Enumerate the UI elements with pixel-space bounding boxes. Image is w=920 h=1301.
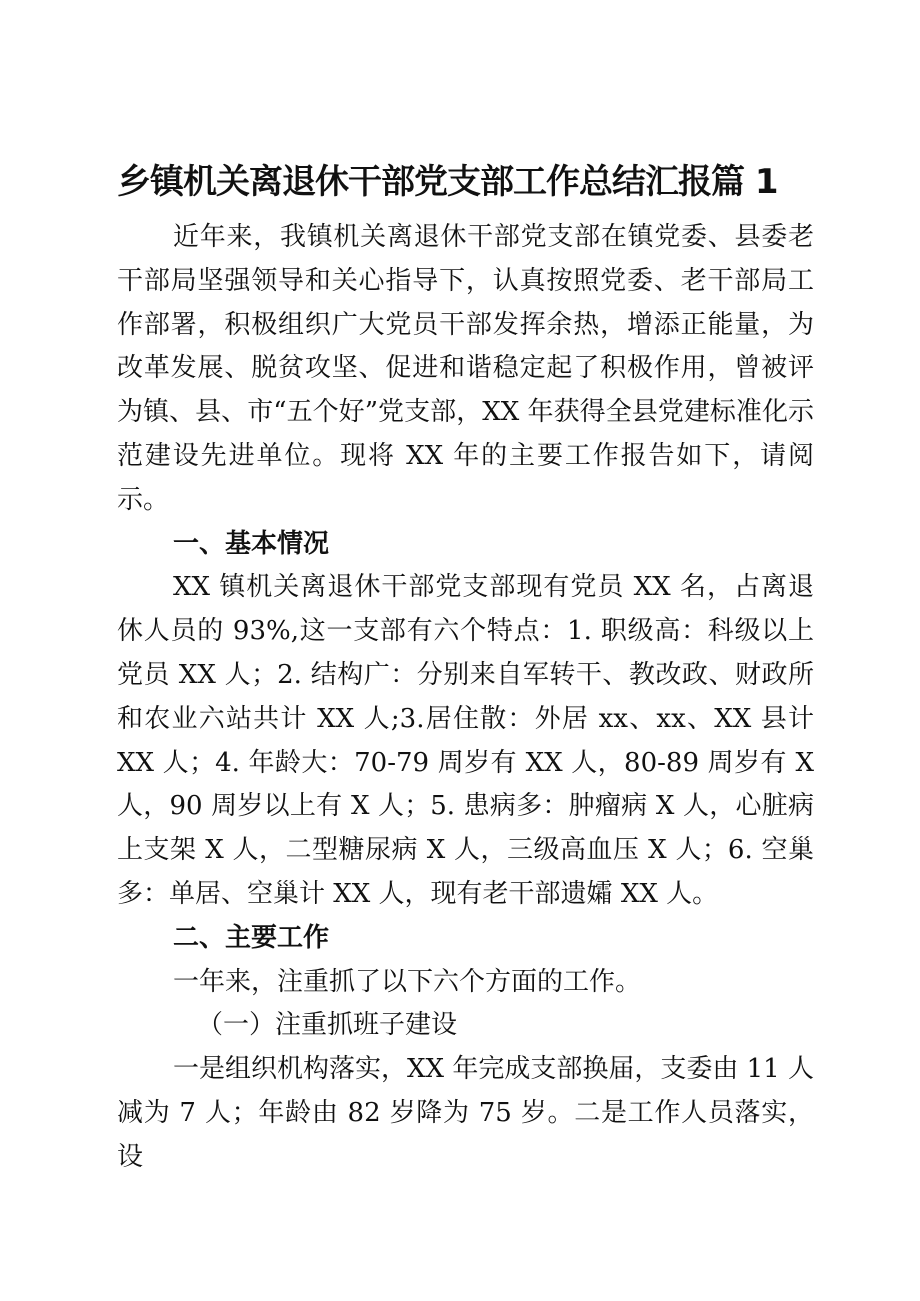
intro-paragraph: 近年来，我镇机关离退休干部党支部在镇党委、县委老干部局坚强领导和关心指导下，认真按照党委、老干部局工作部署，积极组织广大党员干部发挥余热，增添正能量，为改革发展、脱贫攻坚、促进和谐稳定起了积极作用，曾被评为镇、县、市“五个好”党支部，XX 年获得全县党建标准化示范建设先进单位。现将 XX 年的主要工作报告如下，请阅示。 [117,222,814,515]
basic-situation-paragraph: XX 镇机关离退休干部党支部现有党员 XX 名，占离退休人员的 93%,这一支部有六个特点：1. 职级高：科级以上党员 XX 人；2. 结构广：分别来自军转干、教改政、财政所和农业六站共计 XX 人;3.居住散：外居 xx、xx、XX 县计 XX 人；4. 年龄大：70-79 周岁有 XX 人，80-89 周岁有 X 人，90 周岁以上有 X 人；5. 患病多：肿瘤病 X 人，心脏病上支架 X 人，二型糖尿病 X 人，三级高血压 X 人；6. 空巢多：单居、空巢计 XX 人，现有老干部遗孀 XX 人。 [117,572,814,909]
team-building-paragraph: 一是组织机构落实，XX 年完成支部换届，支委由 11 人减为 7 人；年龄由 82 岁降为 75 岁。二是工作人员落实，设 [117,1054,814,1172]
subsection-heading-team-building: （一）注重抓班子建设 [197,1010,458,1041]
section-heading-basic-situation: 一、基本情况 [173,528,330,559]
main-work-intro: 一年来，注重抓了以下六个方面的工作。 [173,966,642,997]
document-title: 乡镇机关离退休干部党支部工作总结汇报篇 1 [117,162,778,202]
document-body [117,216,814,1180]
section-heading-main-work: 二、主要工作 [173,922,330,953]
